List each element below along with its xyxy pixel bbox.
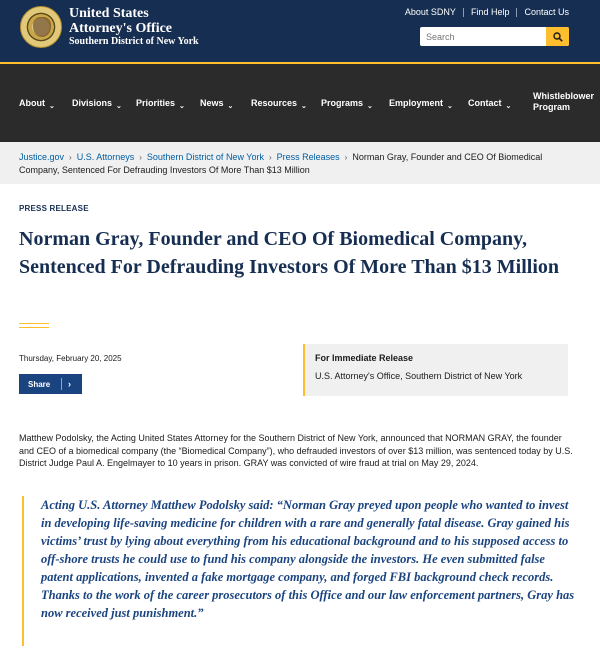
breadcrumb-us-attorneys[interactable]: U.S. Attorneys xyxy=(76,152,135,162)
chevron-right-icon: › xyxy=(344,153,348,162)
release-info-box xyxy=(303,344,568,396)
chevron-down-icon: ⌄ xyxy=(227,103,234,110)
nav-about[interactable] xyxy=(19,98,55,108)
search-input[interactable] xyxy=(420,27,545,46)
main-nav xyxy=(0,64,600,142)
nav-priorities[interactable] xyxy=(136,98,185,108)
article-body-paragraph: Matthew Podolsky, the Acting United States Attorney for the Southern District of New York, announced that NORMAN GRAY, the founder and CEO of a biomedical company (the “Biomedical Company”), who defrauded investors of over $13 million, was sentenced today by U.S. District Judge Paul A. Engelmayer to 10 years in prison. GRAY was convicted of wire fraud at trial on May 29, 2024. xyxy=(19,433,573,468)
chevron-right-icon: › xyxy=(268,153,272,162)
breadcrumb xyxy=(0,142,600,184)
about-sdny-link[interactable]: About SDNY xyxy=(404,7,456,17)
divider xyxy=(516,8,517,17)
nav-whistleblower-program[interactable] xyxy=(533,91,594,113)
nav-label: Employment xyxy=(389,98,444,108)
breadcrumb-justice-gov[interactable]: Justice.gov xyxy=(19,152,65,162)
nav-resources[interactable] xyxy=(251,98,307,108)
site-title[interactable] xyxy=(69,6,172,36)
site-title-line2[interactable]: Attorney's Office xyxy=(69,21,173,36)
chevron-down-icon: ⌄ xyxy=(179,103,185,110)
chevron-right-icon: › xyxy=(69,153,72,162)
title-divider xyxy=(19,323,49,328)
page-title: Norman Gray, Founder and CEO Of Biomedical Company, Sentenced For Defrauding Investors Of More Than $13 Million xyxy=(19,228,559,278)
nav-programs[interactable] xyxy=(321,98,373,108)
nav-label: Contact xyxy=(468,98,502,108)
chevron-right-icon: › xyxy=(68,379,71,389)
divider xyxy=(463,8,464,17)
nav-label: Resources xyxy=(251,98,298,108)
chevron-down-icon: ⌄ xyxy=(49,103,55,110)
search-box xyxy=(420,27,569,46)
release-office: U.S. Attorney's Office, Southern District of New York xyxy=(315,371,523,381)
nav-news[interactable] xyxy=(200,98,233,108)
article-pull-quote: Acting U.S. Attorney Matthew Podolsky said: “Norman Gray preyed upon people who wanted to invest in developing life-saving medicine for children with a rare and generally fatal disease. Gray gained his victims’ trust by lying about everything from his educational background and to his supposed access to off-shore trusts he could use to fund his company alongside the investors. He even submitted false patent applications, invented a fake mortgage company, and forged FBI background check records. Thanks to the work of the career prosecutors of this Office and our law enforcement partners, Gray has now received just punishment.” xyxy=(22,496,578,646)
share-label: Share xyxy=(28,379,51,389)
site-title-line1[interactable]: United States xyxy=(69,6,149,21)
article-type-label: PRESS RELEASE xyxy=(19,204,89,213)
share-button[interactable] xyxy=(19,374,82,394)
nav-label: About xyxy=(19,98,45,108)
chevron-down-icon: ⌄ xyxy=(116,103,122,110)
breadcrumb-press-releases[interactable]: Press Releases xyxy=(276,152,340,162)
chevron-down-icon: ⌄ xyxy=(301,103,307,110)
chevron-down-icon: ⌄ xyxy=(505,103,512,110)
breadcrumb-sdny[interactable]: Southern District of New York xyxy=(146,152,264,162)
utility-links xyxy=(405,7,569,17)
nav-divisions[interactable] xyxy=(72,98,122,108)
divider xyxy=(61,378,62,390)
publish-date: Thursday, February 20, 2025 xyxy=(19,354,122,363)
search-button[interactable] xyxy=(546,27,569,46)
contact-us-link[interactable]: Contact Us xyxy=(524,7,569,17)
breadcrumb-current: Norman Gray, Founder and CEO Of Biomedical Company, Sentenced For Defrauding Investors Of More Than $13 Million xyxy=(19,152,543,175)
find-help-link[interactable]: Find Help xyxy=(470,7,510,17)
chevron-down-icon: ⌄ xyxy=(447,103,453,110)
nav-label: Divisions xyxy=(72,98,113,108)
nav-label-line2: Program xyxy=(533,102,571,112)
release-title: For Immediate Release xyxy=(315,353,414,363)
nav-label: Priorities xyxy=(136,98,176,108)
nav-label-line1: Whistleblower xyxy=(533,91,595,101)
nav-label: News xyxy=(200,98,224,108)
search-icon xyxy=(553,32,563,42)
chevron-down-icon: ⌄ xyxy=(367,103,373,110)
site-subtitle: Southern District of New York xyxy=(69,36,199,47)
site-header xyxy=(0,0,600,62)
nav-contact[interactable] xyxy=(468,98,511,108)
doj-seal-logo[interactable] xyxy=(20,6,62,48)
nav-employment[interactable] xyxy=(389,98,453,108)
chevron-right-icon: › xyxy=(139,153,142,162)
nav-label: Programs xyxy=(321,98,364,108)
